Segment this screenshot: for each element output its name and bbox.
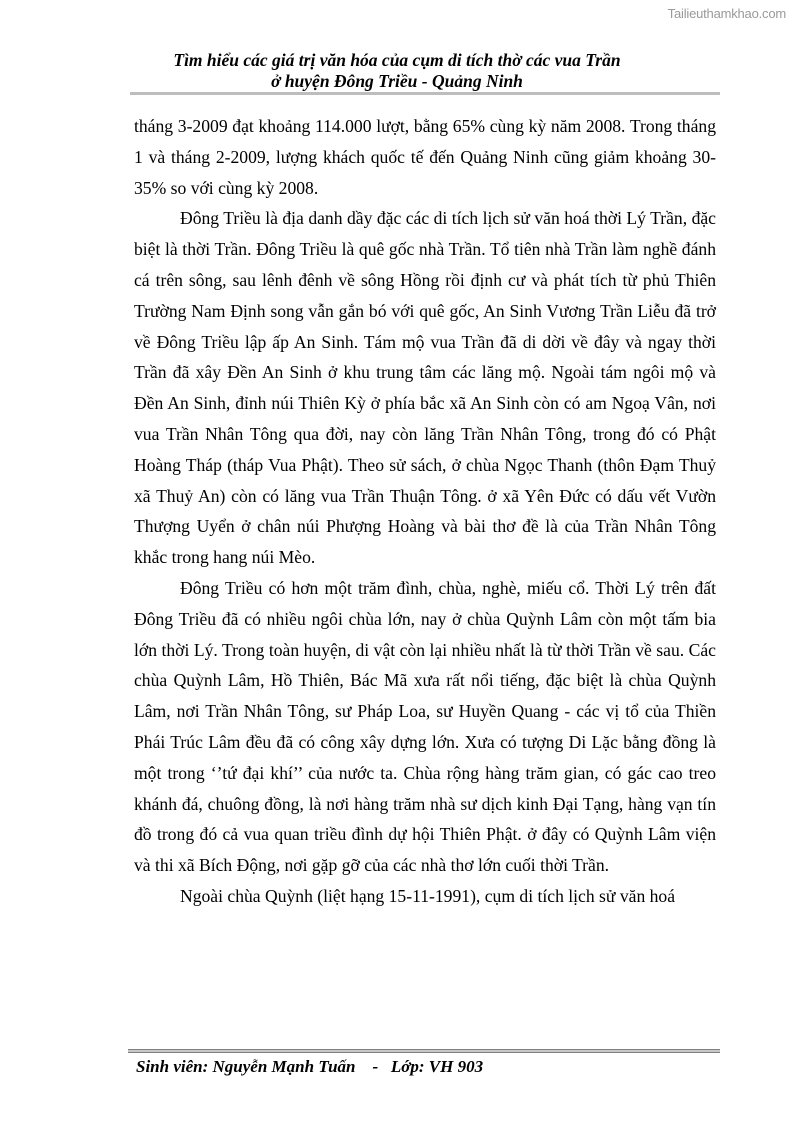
header-divider — [130, 92, 720, 95]
page-header — [0, 50, 794, 92]
paragraph: Ngoài chùa Quỳnh (liệt hạng 15-11-1991), cụm di tích lịch sử văn hoá — [180, 885, 676, 906]
paragraph: Đông Triều có hơn một trăm đình, chùa, nghè, miếu cổ. Thời Lý trên đất Đông Triều đã có nhiều ngôi chùa lớn, nay ở chùa Quỳnh Lâm còn một tấm bia lớn thời Lý. Trong toàn huyện, di vật còn lại nhiều nhất là từ thời Trần về sau. Các chùa Quỳnh Lâm, Hồ Thiên, Bác Mã xưa rất nổi tiếng, đặc biệt là chùa Quỳnh Lâm, nơi Trần Nhân Tông, sư Pháp Loa, sư Huyền Quang - các vị tổ của Thiền Phái Trúc Lâm đều đã có công xây dựng lớn. Xưa có tượng Di Lặc bằng đồng là một trong ‘’tứ đại khí’’ của nước ta. Chùa rộng hàng trăm gian, có gác cao treo khánh đá, chuông đồng, là nơi hàng trăm nhà sư dịch kinh Đại Tạng, hàng vạn tín đồ trong đó cả vua quan triều đình dự hội Thiên Phật. ở đây có Quỳnh Lâm viện và thi xã Bích Động, nơi gặp gỡ của các nhà thơ lớn cuối thời Trần. — [134, 577, 716, 876]
document-body — [134, 111, 716, 912]
page-footer: Sinh viên: Nguyễn Mạnh Tuấn - Lớp: VH 903 — [136, 1057, 484, 1076]
header-title-line-1: Tìm hiểu các giá trị văn hóa của cụm di tích thờ các vua Trần — [173, 50, 621, 70]
paragraph: Đông Triều là địa danh dầy đặc các di tích lịch sử văn hoá thời Lý Trần, đặc biệt là thời Trần. Đông Triều là quê gốc nhà Trần. Tổ tiên nhà Trần làm nghề đánh cá trên sông, sau lênh đênh về sông Hồng rồi định cư và phát tích từ phủ Thiên Trường Nam Định song vẫn gắn bó với quê gốc, An Sinh Vương Trần Liễu đã trở về Đông Triều lập ấp An Sinh. Tám mộ vua Trần đã di dời về đây và ngay thời Trần đã xây Đền An Sinh ở khu trung tâm các lăng mộ. Ngoài tám ngôi mộ và Đền An Sinh, đỉnh núi Thiên Kỳ ở phía bắc xã An Sinh còn có am Ngoạ Vân, nơi vua Trần Nhân Tông qua đời, nay còn lăng Trần Nhân Tông, trong đó có Phật Hoàng Tháp (tháp Vua Phật). Theo sử sách, ở chùa Ngọc Thanh (thôn Đạm Thuỷ xã Thuỷ An) còn có lăng vua Trần Thuận Tông. ở xã Yên Đức có dấu vết Vườn Thượng Uyển ở chân núi Phượng Hoàng và bài thơ đề là của Trần Nhân Tông khắc trong hang núi Mèo. — [134, 208, 716, 568]
watermark: Tailieuthamkhao.com — [667, 6, 786, 21]
header-title-line-2: ở huyện Đông Triều - Quảng Ninh — [271, 71, 523, 91]
footer-divider — [128, 1049, 720, 1053]
paragraph: tháng 3-2009 đạt khoảng 114.000 lượt, bằng 65% cùng kỳ năm 2008. Trong tháng 1 và tháng 2-2009, lượng khách quốc tế đến Quảng Ninh cũng giảm khoảng 30-35% so với cùng kỳ 2008. — [134, 116, 716, 198]
